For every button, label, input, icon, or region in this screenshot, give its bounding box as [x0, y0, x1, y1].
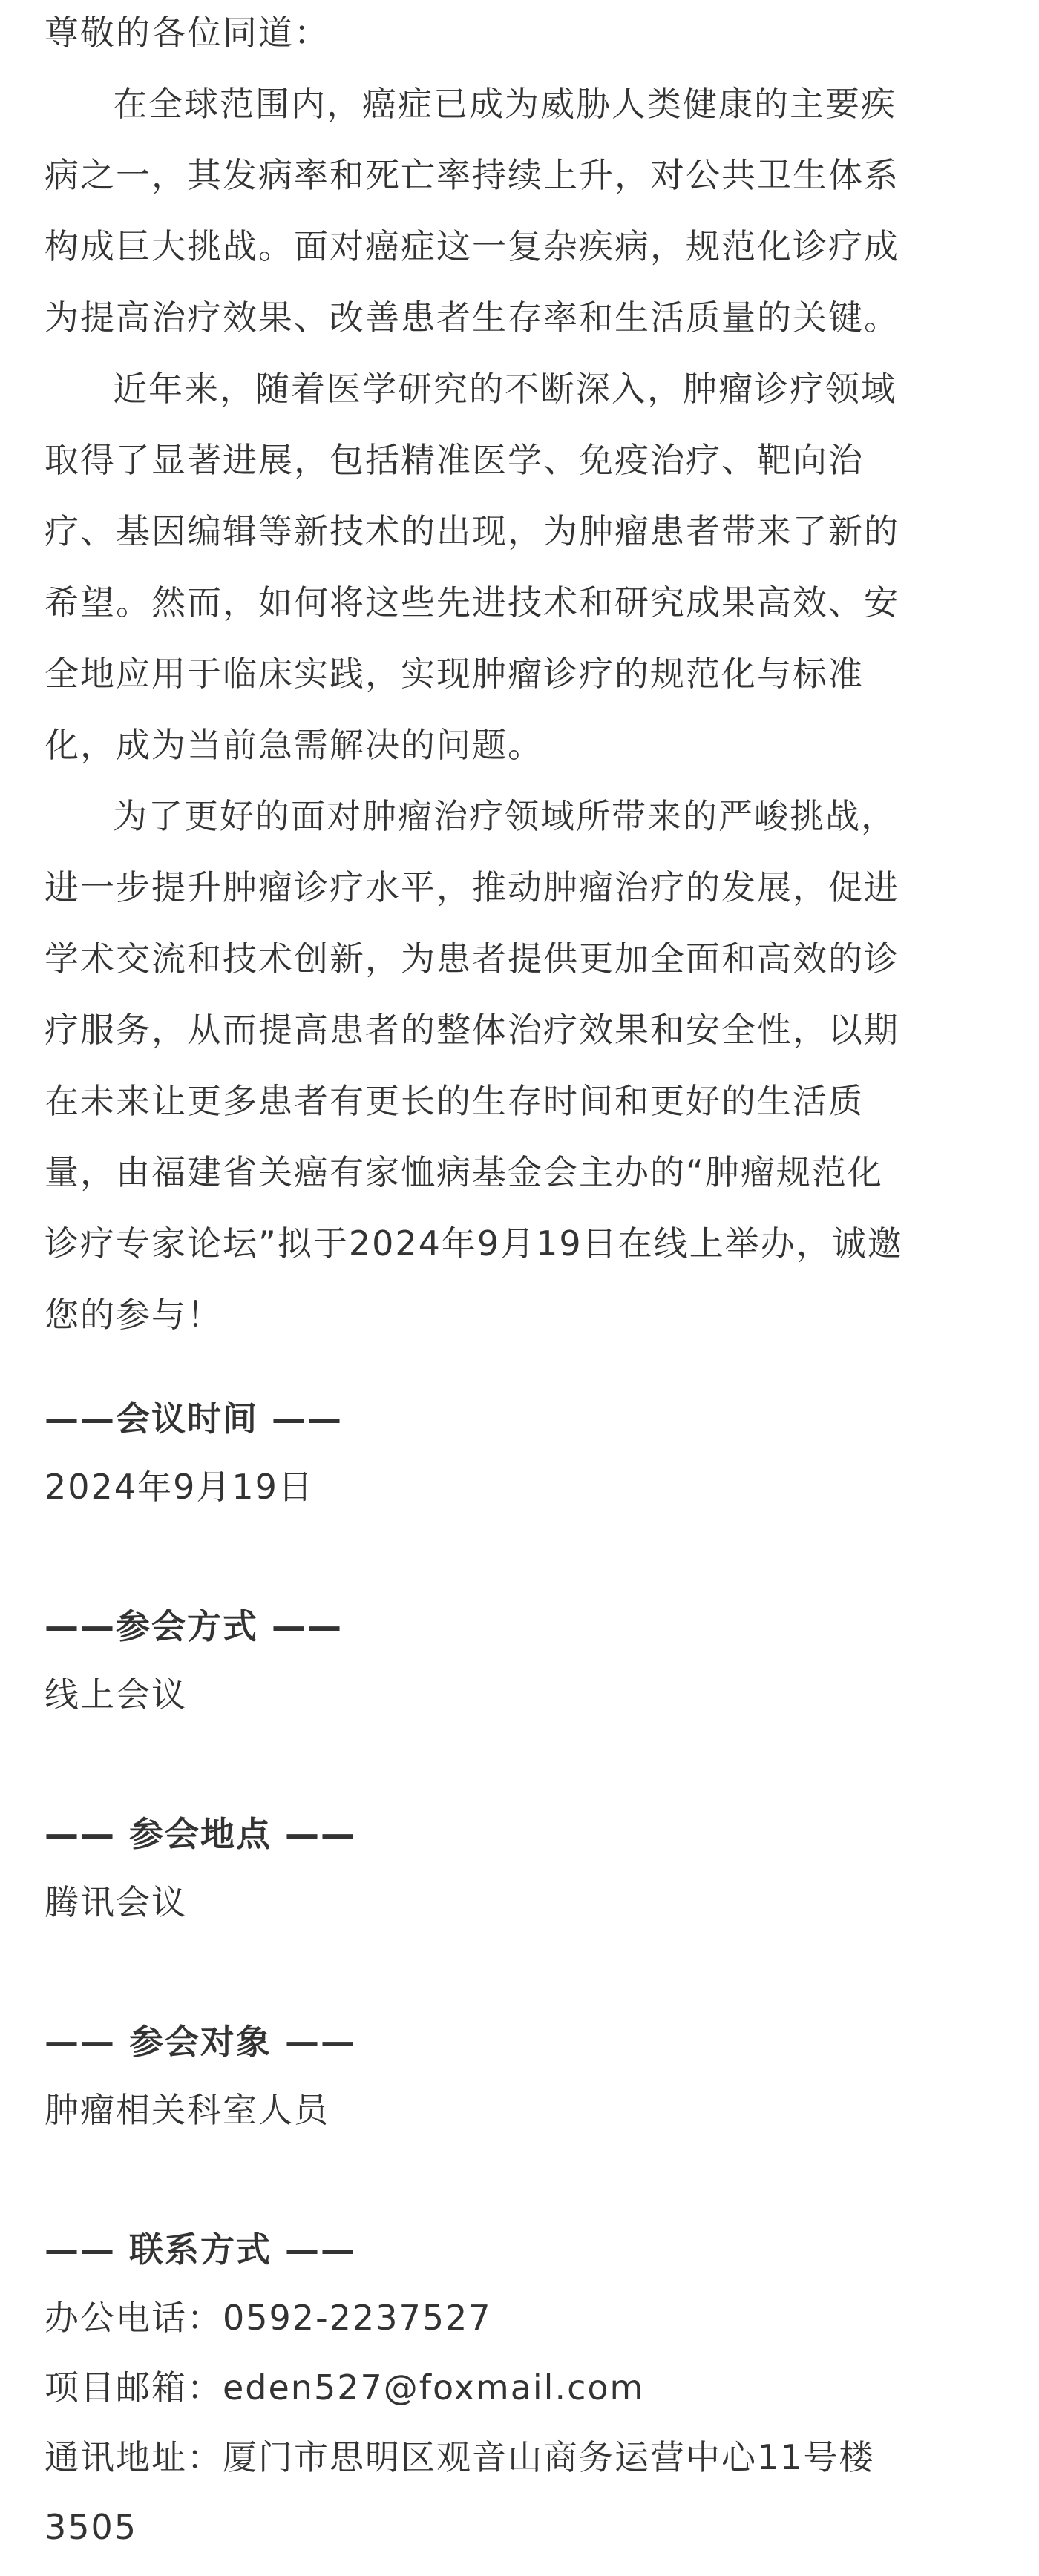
- paragraph-3-line-7: 诊疗专家论坛”拟于2024年9月19日在线上举办，诚邀: [45, 1223, 903, 1264]
- contact-phone: 办公电话：0592-2237527: [45, 2298, 492, 2338]
- meeting-time-heading: ——会议时间 ——: [45, 1399, 344, 1439]
- paragraph-1-line-4: 为提高治疗效果、改善患者生存率和生活质量的关键。: [45, 298, 899, 338]
- paragraph-3-line-2: 进一步提升肿瘤诊疗水平，推动肿瘤治疗的发展，促进: [45, 867, 899, 907]
- attendance-method-value: 线上会议: [45, 1675, 187, 1715]
- paragraph-3-line-5: 在未来让更多患者有更长的生存时间和更好的生活质: [45, 1081, 864, 1121]
- paragraph-2-line-1: 近年来，随着医学研究的不断深入，肿瘤诊疗领域: [113, 369, 897, 409]
- paragraph-1-line-3: 构成巨大挑战。面对癌症这一复杂疾病，规范化诊疗成: [45, 226, 899, 266]
- venue-heading: —— 参会地点 ——: [45, 1814, 357, 1854]
- contact-address-continued: 3505: [45, 2507, 138, 2547]
- paragraph-3-line-8: 您的参与！: [45, 1295, 223, 1335]
- paragraph-2-line-5: 全地应用于临床实践，实现肿瘤诊疗的规范化与标准: [45, 654, 864, 694]
- paragraph-2-line-3: 疗、基因编辑等新技术的出现，为肿瘤患者带来了新的: [45, 511, 899, 551]
- attendance-method-heading: ——参会方式 ——: [45, 1606, 344, 1646]
- contact-heading: —— 联系方式 ——: [45, 2230, 357, 2270]
- paragraph-3-line-4: 疗服务，从而提高患者的整体治疗效果和安全性，以期: [45, 1010, 899, 1050]
- greeting: 尊敬的各位同道：: [45, 13, 330, 53]
- venue-value: 腾讯会议: [45, 1882, 187, 1922]
- paragraph-2-line-2: 取得了显著进展，包括精准医学、免疫治疗、靶向治: [45, 440, 864, 480]
- audience-value: 肿瘤相关科室人员: [45, 2090, 330, 2130]
- paragraph-3-line-3: 学术交流和技术创新，为患者提供更加全面和高效的诊: [45, 939, 899, 979]
- meeting-time-value: 2024年9月19日: [45, 1467, 314, 1507]
- paragraph-3-line-6: 量，由福建省关癌有家恤病基金会主办的“肿瘤规范化: [45, 1152, 883, 1192]
- paragraph-2-line-6: 化，成为当前急需解决的问题。: [45, 725, 543, 765]
- audience-heading: —— 参会对象 ——: [45, 2022, 357, 2062]
- contact-address: 通讯地址：厦门市思明区观音山商务运营中心11号楼: [45, 2437, 875, 2477]
- paragraph-1-line-1: 在全球范围内，癌症已成为威胁人类健康的主要疾: [113, 84, 897, 124]
- paragraph-3-line-1: 为了更好的面对肿瘤治疗领域所带来的严峻挑战，: [113, 796, 897, 836]
- paragraph-1-line-2: 病之一，其发病率和死亡率持续上升，对公共卫生体系: [45, 155, 899, 195]
- paragraph-2-line-4: 希望。然而，如何将这些先进技术和研究成果高效、安: [45, 582, 899, 622]
- contact-email: 项目邮箱：eden527@foxmail.com: [45, 2368, 645, 2408]
